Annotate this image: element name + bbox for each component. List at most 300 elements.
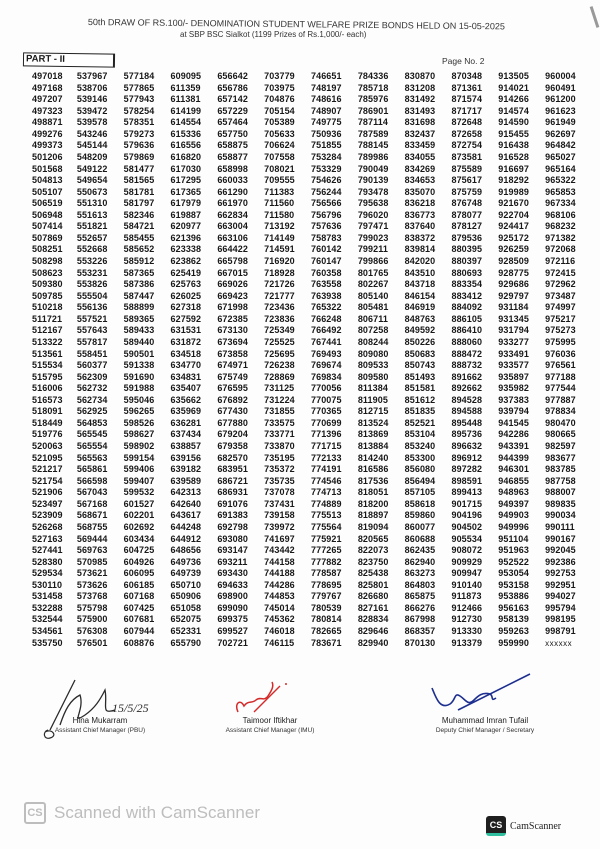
bond-number-cell: 731125 bbox=[264, 383, 295, 394]
bond-number-cell: 915455 bbox=[498, 128, 529, 139]
table-row bbox=[32, 418, 592, 430]
bond-number-cell: 606095 bbox=[123, 568, 155, 579]
bond-number-cell: 589433 bbox=[123, 325, 155, 336]
bond-number-cell: 553231 bbox=[76, 267, 108, 278]
camscanner-logo-text: CamScanner bbox=[510, 820, 562, 832]
bond-number-cell: 928775 bbox=[498, 267, 529, 278]
bond-number-cell: 504813 bbox=[32, 175, 63, 186]
bond-number-cell: 509380 bbox=[32, 279, 63, 290]
bond-number-cell: 894588 bbox=[451, 406, 483, 417]
bond-number-cell: 523909 bbox=[32, 510, 63, 521]
bond-number-cell: 871574 bbox=[451, 94, 483, 105]
bond-number-cell: 856080 bbox=[404, 464, 436, 475]
bond-number-cell: 888060 bbox=[451, 336, 483, 347]
bond-number-cell: 801765 bbox=[357, 267, 389, 278]
bond-number-cell: 935897 bbox=[498, 371, 529, 382]
bond-number-cell: 564853 bbox=[76, 417, 108, 428]
bond-number-cell: 508623 bbox=[32, 267, 63, 278]
bond-number-cell: 577184 bbox=[123, 71, 155, 81]
bond-number-cell: 607168 bbox=[123, 591, 155, 602]
bond-number-cell: 577943 bbox=[123, 94, 155, 105]
bond-number-cell: 551613 bbox=[76, 209, 108, 220]
bond-number-cell: 607944 bbox=[123, 626, 155, 636]
bond-number-cell: 853240 bbox=[404, 441, 436, 451]
bond-number-cell: 819094 bbox=[357, 521, 389, 532]
table-row bbox=[32, 499, 592, 511]
table-row bbox=[32, 406, 592, 418]
bond-number-cell: 967334 bbox=[545, 198, 576, 209]
bond-number-cell: 858618 bbox=[404, 498, 436, 509]
bond-number-cell: 660033 bbox=[217, 175, 248, 186]
table-row bbox=[32, 626, 592, 638]
watermark-text: Scanned with CamScanner bbox=[54, 803, 261, 822]
bond-number-cell: 828834 bbox=[357, 614, 389, 625]
bond-number-cell: 990167 bbox=[545, 533, 576, 544]
bond-number-cell: 534561 bbox=[32, 626, 63, 636]
bond-number-cell: 501568 bbox=[32, 163, 63, 174]
bond-number-cell: 711560 bbox=[264, 198, 295, 209]
table-row bbox=[32, 291, 592, 303]
bond-number-cell: 679358 bbox=[217, 441, 248, 451]
bond-number-cell: 795638 bbox=[357, 198, 389, 209]
bond-number-cell: 859860 bbox=[404, 510, 436, 521]
bond-number-cell: 665798 bbox=[217, 256, 248, 266]
bond-number-cell: 739158 bbox=[264, 510, 295, 521]
bond-number-cell: 735195 bbox=[264, 452, 295, 463]
bond-number-cell: 951104 bbox=[498, 533, 529, 544]
bond-number-cell: 760147 bbox=[310, 256, 342, 266]
bond-number-cell: 565563 bbox=[76, 452, 108, 463]
bond-number-cell: 708021 bbox=[264, 163, 295, 174]
bond-number-cell: 904196 bbox=[451, 510, 483, 521]
bond-number-cell: 617030 bbox=[170, 163, 202, 174]
bond-number-cell: 799211 bbox=[357, 244, 388, 255]
bond-number-cell: 778695 bbox=[310, 579, 342, 590]
bond-number-cell: 958139 bbox=[498, 614, 529, 625]
bond-number-cell: 731224 bbox=[264, 394, 295, 405]
bond-number-cell: 549654 bbox=[76, 175, 108, 186]
bond-number-cell: 802267 bbox=[357, 279, 389, 290]
bond-number-cell: 579869 bbox=[123, 151, 155, 162]
bond-number-cell: 786901 bbox=[357, 105, 389, 116]
bond-number-cell: 965027 bbox=[545, 151, 576, 162]
camscanner-watermark-icon: CS bbox=[24, 802, 46, 824]
bond-number-cell: 960004 bbox=[545, 71, 576, 81]
bond-number-cell: 846154 bbox=[404, 290, 436, 301]
bond-number-cell: 604926 bbox=[123, 556, 155, 567]
bond-number-cell: 796020 bbox=[357, 209, 389, 220]
bond-number-cell: 883412 bbox=[451, 290, 483, 301]
table-row bbox=[32, 591, 592, 603]
bond-number-cell: 826680 bbox=[357, 591, 389, 602]
bond-number-cell: 601527 bbox=[123, 498, 155, 509]
bond-number-cell: 772133 bbox=[310, 452, 342, 463]
bond-number-cell: 725349 bbox=[264, 325, 295, 336]
bond-number-cell: 581781 bbox=[123, 186, 155, 197]
bond-number-cell: 977188 bbox=[545, 371, 576, 382]
bond-number-cell: 822073 bbox=[357, 545, 389, 556]
bond-number-cell: 521906 bbox=[32, 487, 63, 498]
bond-number-cell: 871717 bbox=[451, 105, 483, 116]
bond-number-cell: 765322 bbox=[310, 302, 342, 313]
bond-number-cell: 562732 bbox=[76, 383, 108, 394]
bond-number-cell: 558451 bbox=[76, 348, 108, 359]
bond-number-cell: 753329 bbox=[310, 163, 342, 174]
bond-number-cell: 669423 bbox=[217, 290, 248, 301]
bond-number-cell: 669026 bbox=[217, 279, 248, 290]
bond-number-cell: 807258 bbox=[357, 325, 389, 336]
bond-number-cell: 714149 bbox=[264, 232, 295, 243]
bond-number-cell: 899413 bbox=[451, 487, 483, 498]
bond-number-cell: 876748 bbox=[451, 198, 483, 209]
bond-number-cell: 980665 bbox=[545, 429, 576, 440]
bond-number-cell: 657229 bbox=[217, 105, 248, 116]
bond-number-cell: 851612 bbox=[404, 394, 436, 405]
bond-number-cell: 871361 bbox=[451, 82, 483, 93]
bond-number-cell: 569444 bbox=[76, 533, 108, 544]
bond-number-cell: 692798 bbox=[217, 521, 248, 532]
bond-number-cell: 573621 bbox=[76, 568, 108, 579]
camscanner-watermark bbox=[24, 802, 260, 824]
bond-number-cell: 908072 bbox=[451, 545, 483, 556]
bond-number-cell: 531458 bbox=[32, 591, 63, 602]
bond-number-cell: 872648 bbox=[451, 117, 483, 128]
bond-number-cell: 663106 bbox=[217, 232, 248, 243]
bond-number-cell: 556136 bbox=[76, 302, 108, 313]
bond-number-cell: 582346 bbox=[123, 209, 155, 220]
bond-number-cell: 723436 bbox=[264, 302, 295, 313]
bond-number-cell: 812715 bbox=[357, 406, 389, 417]
bond-number-cell: 568671 bbox=[76, 510, 108, 521]
bond-number-cell: 702721 bbox=[217, 637, 248, 648]
bond-number-cell: 725525 bbox=[264, 336, 295, 347]
bond-number-cell: 743442 bbox=[264, 545, 295, 556]
bond-number-cell: 843510 bbox=[404, 267, 436, 278]
bond-number-cell: 673130 bbox=[217, 325, 248, 336]
bond-number-cell: 739972 bbox=[264, 521, 295, 532]
table-row bbox=[32, 522, 592, 534]
draw-title-main: DENOMINATION STUDENT WELFARE PRIZE BONDS HELD ON 15-05-2025 bbox=[190, 18, 505, 32]
bond-number-cell: 575900 bbox=[76, 614, 108, 625]
bond-number-cell: 895448 bbox=[451, 417, 483, 428]
bond-number-cell: 831208 bbox=[404, 82, 436, 93]
bond-number-cell: 713192 bbox=[264, 221, 295, 232]
bond-number-cell: 992753 bbox=[545, 568, 576, 579]
bond-number-cell: 813884 bbox=[357, 441, 389, 451]
bond-number-cell: 805140 bbox=[357, 290, 389, 301]
handwritten-signature-icon bbox=[410, 670, 560, 720]
bond-number-cell: 673694 bbox=[217, 336, 248, 347]
table-row bbox=[32, 221, 592, 233]
bond-number-cell: 922704 bbox=[498, 209, 529, 220]
bond-number-cell: 693211 bbox=[217, 556, 248, 567]
bond-number-cell: 562734 bbox=[76, 394, 108, 405]
bond-number-cell: 842020 bbox=[404, 256, 436, 266]
bond-number-cell: 894528 bbox=[451, 394, 483, 405]
bond-number-cell: 737078 bbox=[264, 487, 295, 498]
bond-number-cell: 790049 bbox=[357, 163, 389, 174]
bond-number-cell: 590501 bbox=[123, 348, 155, 359]
bond-number-cell: 634831 bbox=[170, 371, 202, 382]
table-row bbox=[32, 545, 592, 557]
bond-number-cell: 992951 bbox=[545, 579, 576, 590]
bond-number-cell: 603434 bbox=[123, 533, 155, 544]
bond-number-cell: 565554 bbox=[76, 441, 108, 451]
bond-number-cell: 642640 bbox=[170, 498, 202, 509]
bond-number-cell: 664422 bbox=[217, 244, 248, 255]
bond-number-cell: 527441 bbox=[32, 545, 63, 556]
bond-number-cell: 811905 bbox=[357, 394, 388, 405]
bond-number-cell: 754626 bbox=[310, 175, 342, 186]
bond-number-cell: 691383 bbox=[217, 510, 248, 521]
bond-number-cell: 589365 bbox=[123, 313, 155, 324]
bond-number-cell: 568755 bbox=[76, 521, 108, 532]
bond-number-cell: 850683 bbox=[404, 348, 436, 359]
bond-number-cell: 499373 bbox=[32, 140, 63, 151]
bond-number-cell: 611359 bbox=[170, 82, 201, 93]
table-row bbox=[32, 152, 592, 164]
bond-number-cell: 872658 bbox=[451, 128, 483, 139]
bond-number-cell: 733870 bbox=[264, 441, 295, 451]
bond-number-cell: 750936 bbox=[310, 128, 342, 139]
bond-number-cell: 909929 bbox=[451, 556, 483, 567]
bond-number-cell: 925172 bbox=[498, 232, 529, 243]
bond-number-cell: 831493 bbox=[404, 105, 436, 116]
bond-number-cell: 834653 bbox=[404, 175, 436, 186]
bond-number-cell: 650710 bbox=[170, 579, 202, 590]
bond-number-cell: 658875 bbox=[217, 140, 248, 151]
bond-number-cell: 827161 bbox=[357, 602, 389, 613]
bond-number-cell: 523497 bbox=[32, 498, 63, 509]
bond-number-cell: 518091 bbox=[32, 406, 63, 417]
bond-number-cell: 505107 bbox=[32, 186, 63, 197]
bond-number-cell: 516573 bbox=[32, 394, 63, 405]
signature-date: 15/5/25 bbox=[112, 701, 149, 715]
bond-number-cell: 707558 bbox=[264, 151, 295, 162]
bond-number-cell: 553226 bbox=[76, 256, 108, 266]
bond-number-cell: 693080 bbox=[217, 533, 248, 544]
bond-number-cell: 508251 bbox=[32, 244, 63, 255]
bond-number-cell: 539472 bbox=[76, 105, 108, 116]
bond-number-cell: 634518 bbox=[170, 348, 202, 359]
bond-number-cell: 779767 bbox=[310, 591, 342, 602]
bond-number-cell: 638857 bbox=[170, 441, 202, 451]
bond-number-cell: 953054 bbox=[498, 568, 529, 579]
bond-number-cell: 718928 bbox=[264, 267, 295, 278]
bond-number-cell: 978834 bbox=[545, 406, 576, 417]
bond-number-cell: 867998 bbox=[404, 614, 436, 625]
bond-number-cell: 977544 bbox=[545, 383, 576, 394]
bond-number-cell: 987758 bbox=[545, 475, 576, 486]
bond-number-cell: 809533 bbox=[357, 360, 389, 371]
bond-number-cell: 873581 bbox=[451, 151, 483, 162]
bond-number-cell: 774191 bbox=[310, 464, 342, 475]
bond-number-cell: 728869 bbox=[264, 371, 295, 382]
bond-number-cell: 760142 bbox=[310, 244, 342, 255]
bond-number-cell: 929686 bbox=[498, 279, 529, 290]
bond-number-cell: 973487 bbox=[545, 290, 576, 301]
bond-number-cell: 756796 bbox=[310, 209, 342, 220]
bond-number-cell: 656786 bbox=[217, 82, 248, 93]
bond-number-cell: 570985 bbox=[76, 556, 108, 567]
bond-number-cell: 860077 bbox=[404, 521, 436, 532]
bond-number-cell: 880395 bbox=[451, 244, 483, 255]
bond-number-cell: 501206 bbox=[32, 151, 63, 162]
bond-number-cell: 562309 bbox=[76, 371, 108, 382]
bond-number-cell: 914574 bbox=[498, 105, 529, 116]
bond-number-cell: 616820 bbox=[170, 151, 202, 162]
bond-number-cell: 968106 bbox=[545, 209, 576, 220]
bond-number-cell: 843718 bbox=[404, 279, 436, 290]
bond-number-cell: 506519 bbox=[32, 198, 63, 209]
bond-number-cell: 573626 bbox=[76, 579, 108, 590]
bond-number-cell: 744286 bbox=[264, 579, 295, 590]
bond-number-cell: 856494 bbox=[404, 475, 436, 486]
bond-number-cell: 891662 bbox=[451, 371, 483, 382]
bond-number-cell: 672385 bbox=[217, 313, 248, 324]
bond-number-cell: 637434 bbox=[170, 429, 202, 440]
bond-number-cell: 851493 bbox=[404, 371, 436, 382]
bond-number-cell: 790139 bbox=[357, 175, 389, 186]
bond-number-cell: 851581 bbox=[404, 383, 436, 394]
bond-number-cell: 699090 bbox=[217, 602, 248, 613]
bond-number-cell: 521754 bbox=[32, 475, 63, 486]
bond-number-cell: 635662 bbox=[170, 394, 202, 405]
bond-number-cell: 939794 bbox=[498, 406, 529, 417]
bond-number-cell: 657464 bbox=[217, 117, 248, 128]
bond-number-cell: 816586 bbox=[357, 464, 389, 475]
bond-number-cell: 557817 bbox=[76, 336, 108, 347]
bond-number-cell: 711383 bbox=[264, 186, 295, 197]
bond-number-cell: 538706 bbox=[76, 82, 108, 93]
bond-number-cell: 911873 bbox=[451, 591, 482, 602]
bond-number-cell: 751855 bbox=[310, 140, 342, 151]
bond-number-cell: 838372 bbox=[404, 232, 436, 243]
table-row bbox=[32, 187, 592, 199]
bond-number-cell: 585652 bbox=[123, 244, 155, 255]
bond-number-cell: 901715 bbox=[451, 498, 483, 509]
table-row bbox=[32, 268, 592, 280]
bond-number-cell: 644248 bbox=[170, 521, 202, 532]
bond-number-cell: 972116 bbox=[545, 256, 576, 266]
bond-number-cell: 673858 bbox=[217, 348, 248, 359]
bond-number-cell: 817536 bbox=[357, 475, 389, 486]
bond-number-cell: 539578 bbox=[76, 117, 108, 128]
table-row bbox=[32, 557, 592, 569]
bond-number-cell: 766492 bbox=[310, 325, 342, 336]
bond-number-cell: 959263 bbox=[498, 626, 529, 636]
bond-number-cell: 831492 bbox=[404, 94, 436, 105]
bond-number-cell: 599406 bbox=[123, 464, 155, 475]
bond-number-cell: 581565 bbox=[123, 175, 155, 186]
table-row bbox=[32, 256, 592, 268]
table-row bbox=[32, 464, 592, 476]
bond-number-cell: 746115 bbox=[264, 637, 295, 648]
bond-number-cell: 851835 bbox=[404, 406, 436, 417]
bond-number-cell: 658998 bbox=[217, 163, 248, 174]
bond-number-cell: 895736 bbox=[451, 429, 483, 440]
bond-number-cell: 784336 bbox=[357, 71, 389, 81]
bond-number-cell: 686931 bbox=[217, 487, 248, 498]
bond-number-cell: 581477 bbox=[123, 163, 155, 174]
table-row bbox=[32, 117, 592, 129]
bond-number-cell: 769493 bbox=[310, 348, 342, 359]
bond-number-cell: 537967 bbox=[76, 71, 108, 81]
bond-number-cell: 617979 bbox=[170, 198, 202, 209]
bond-number-cell: 814240 bbox=[357, 452, 389, 463]
bond-number-cell: 777265 bbox=[310, 545, 342, 556]
bond-number-cell: 686721 bbox=[217, 475, 248, 486]
bond-number-cell: 513322 bbox=[32, 336, 63, 347]
bond-number-cell: 797471 bbox=[357, 221, 389, 232]
bond-number-cell: 951963 bbox=[498, 545, 529, 556]
bond-number-cell: 748616 bbox=[310, 94, 342, 105]
bond-number-cell: 774713 bbox=[310, 487, 342, 498]
bond-number-cell: 651058 bbox=[170, 602, 202, 613]
bond-number-cell: 770056 bbox=[310, 383, 342, 394]
bond-number-cell: 567168 bbox=[76, 498, 108, 509]
bond-number-cell: 703779 bbox=[264, 71, 295, 81]
bond-number-cell: 931184 bbox=[498, 302, 529, 313]
bond-number-cell: 599154 bbox=[123, 452, 155, 463]
bond-number-cell: 956163 bbox=[498, 602, 529, 613]
bond-number-cell: 566598 bbox=[76, 475, 108, 486]
bond-number-cell: 552657 bbox=[76, 232, 108, 243]
bond-number-cell: 942286 bbox=[498, 429, 529, 440]
bond-number-cell: 914021 bbox=[498, 82, 529, 93]
bond-number-cell: 916697 bbox=[498, 163, 529, 174]
bond-number-cell: 512167 bbox=[32, 325, 63, 336]
table-row bbox=[32, 603, 592, 615]
bond-number-cell: 971382 bbox=[545, 232, 576, 243]
bond-number-cell: 933491 bbox=[498, 348, 529, 359]
bond-number-cell: 621396 bbox=[170, 232, 202, 243]
signatures-section bbox=[0, 670, 600, 780]
bond-number-cell: 676595 bbox=[217, 383, 248, 394]
bond-number-cell: 557521 bbox=[76, 313, 108, 324]
bond-number-cell: 946301 bbox=[498, 464, 529, 475]
bond-number-cell: 935982 bbox=[498, 383, 529, 394]
bond-number-cell: 581797 bbox=[123, 198, 155, 209]
bond-number-cell: 818897 bbox=[357, 510, 389, 521]
bond-number-cell: 852521 bbox=[404, 417, 436, 428]
table-row bbox=[32, 395, 592, 407]
part-label: PART - II bbox=[23, 52, 115, 67]
bond-number-cell: 526268 bbox=[32, 521, 63, 532]
bond-number-cell: 675749 bbox=[217, 371, 248, 382]
bond-number-cell: 783671 bbox=[310, 637, 342, 648]
table-row bbox=[32, 453, 592, 465]
bond-number-cell: 606185 bbox=[123, 579, 155, 590]
bond-number-cell: 591338 bbox=[123, 360, 155, 371]
bond-number-cell: 913330 bbox=[451, 626, 483, 636]
bond-number-cell: 884092 bbox=[451, 302, 483, 313]
bond-number-cell: 829646 bbox=[357, 626, 389, 636]
bond-number-cell: 830870 bbox=[404, 71, 436, 81]
bond-number-cell: 677880 bbox=[217, 417, 248, 428]
bond-number-cell: 627318 bbox=[170, 302, 202, 313]
bond-number-cell: 498871 bbox=[32, 117, 63, 128]
bond-number-cell: 569763 bbox=[76, 545, 108, 556]
bond-number-cell: 870348 bbox=[451, 71, 483, 81]
bond-number-cell: 964842 bbox=[545, 140, 576, 151]
bond-number-cell: 835070 bbox=[404, 186, 436, 197]
bond-number-cell: 977887 bbox=[545, 394, 576, 405]
bond-number-cell: 508298 bbox=[32, 256, 63, 266]
bond-number-cell: 704876 bbox=[264, 94, 295, 105]
bond-number-cell: 829940 bbox=[357, 637, 389, 648]
scan-edge-mark bbox=[590, 6, 600, 28]
